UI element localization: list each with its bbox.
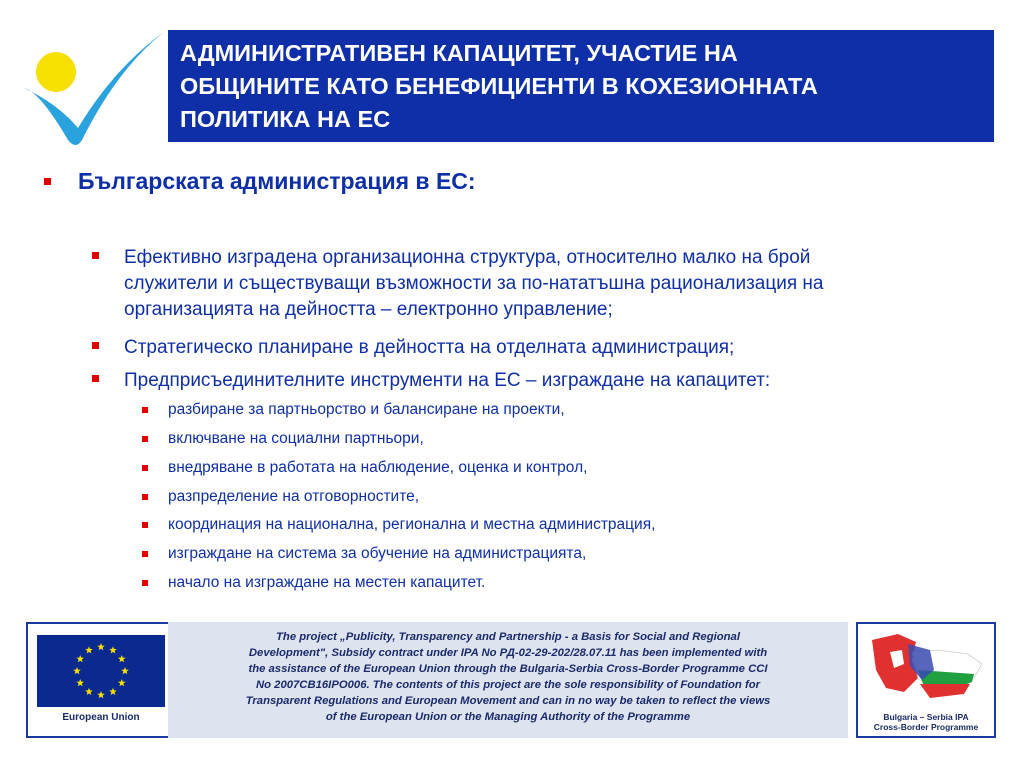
slide-title (168, 30, 994, 142)
bullet-line: Стратегическо планиране в дейността на отделната администрация; (124, 337, 735, 358)
disclaimer-line: The project „Publicity, Transparency and Partnership - a Basis for Social and Regional (276, 631, 740, 643)
bullet-line: служители и съществуващи възможности за по-нататъшна рационализация на (124, 273, 824, 294)
sub-bullet-point: координация на национална, регионална и местна администрация, (168, 516, 656, 533)
bullet-marker (92, 342, 99, 349)
disclaimer-line: the assistance of the European Union through the Bulgaria-Serbia Cross-Border Programme CCI (248, 663, 768, 675)
sub-bullet-point: внедряване в работата на наблюдение, оценка и контрол, (168, 459, 588, 476)
bullet-marker (92, 252, 99, 259)
bullet-marker (142, 522, 148, 528)
sub-bullet-point: изграждане на система за обучение на администрацията, (168, 545, 587, 562)
bullet-marker (142, 580, 148, 586)
bullet-point (124, 335, 734, 361)
ipa-label (858, 712, 994, 732)
eu-flag-icon (37, 635, 165, 707)
title-line: ПОЛИТИКА НА ЕС (180, 106, 391, 132)
bullet-line: Предприсъединителните инструменти на ЕС – изграждане на капацитет: (124, 370, 771, 391)
bullet-marker (44, 178, 51, 185)
disclaimer-line: No 2007CB16IPO006. The contents of this project are the sole responsibility of Foundation for (255, 679, 761, 691)
section-heading: Българската администрация в ЕС: (78, 168, 476, 194)
sub-bullet-point: включване на социални партньори, (168, 430, 424, 447)
sub-bullet-point: разпределение на отговорностите, (168, 488, 420, 505)
sub-bullet-point: разбиране за партньорство и балансиране на проекти, (168, 401, 565, 418)
checkmark-logo-icon (18, 28, 168, 156)
eu-logo (26, 622, 176, 738)
disclaimer-line: of the European Union or the Managing Authority of the Programme (325, 711, 691, 723)
title-line: ОБЩИНИТЕ КАТО БЕНЕФИЦИЕНТИ В КОХЕЗИОННАТА (180, 73, 818, 99)
bullet-marker (142, 551, 148, 557)
bullet-marker (142, 407, 148, 413)
bullet-point (124, 245, 824, 323)
ipa-map-icon (868, 630, 986, 710)
disclaimer-line: Transparent Regulations and European Movement and can in no way be taken to reflect the views (245, 695, 771, 707)
footer-banner (18, 618, 996, 740)
sub-bullet-point: начало на изграждане на местен капацитет. (168, 574, 486, 591)
title-line: АДМИНИСТРАТИВЕН КАПАЦИТЕТ, УЧАСТИЕ НА (180, 40, 738, 66)
bullet-line: Ефективно изградена организационна структура, относително малко на брой (124, 247, 811, 268)
project-disclaimer (168, 622, 848, 738)
ipa-label-line: Bulgaria – Serbia IPA (883, 712, 969, 722)
eu-label: European Union (62, 712, 140, 723)
ipa-label-line: Cross-Border Programme (873, 722, 979, 732)
bullet-marker (142, 494, 148, 500)
bullet-marker (142, 465, 148, 471)
bullet-marker (92, 375, 99, 382)
bullet-line: организацията на дейността – електронно управление; (124, 299, 613, 320)
bullet-point (124, 368, 770, 394)
disclaimer-line: Development", Subsidy contract under IPA No РД-02-29-202/28.07.11 has been implemented with (248, 647, 768, 659)
bullet-marker (142, 436, 148, 442)
ipa-programme-logo (856, 622, 996, 738)
